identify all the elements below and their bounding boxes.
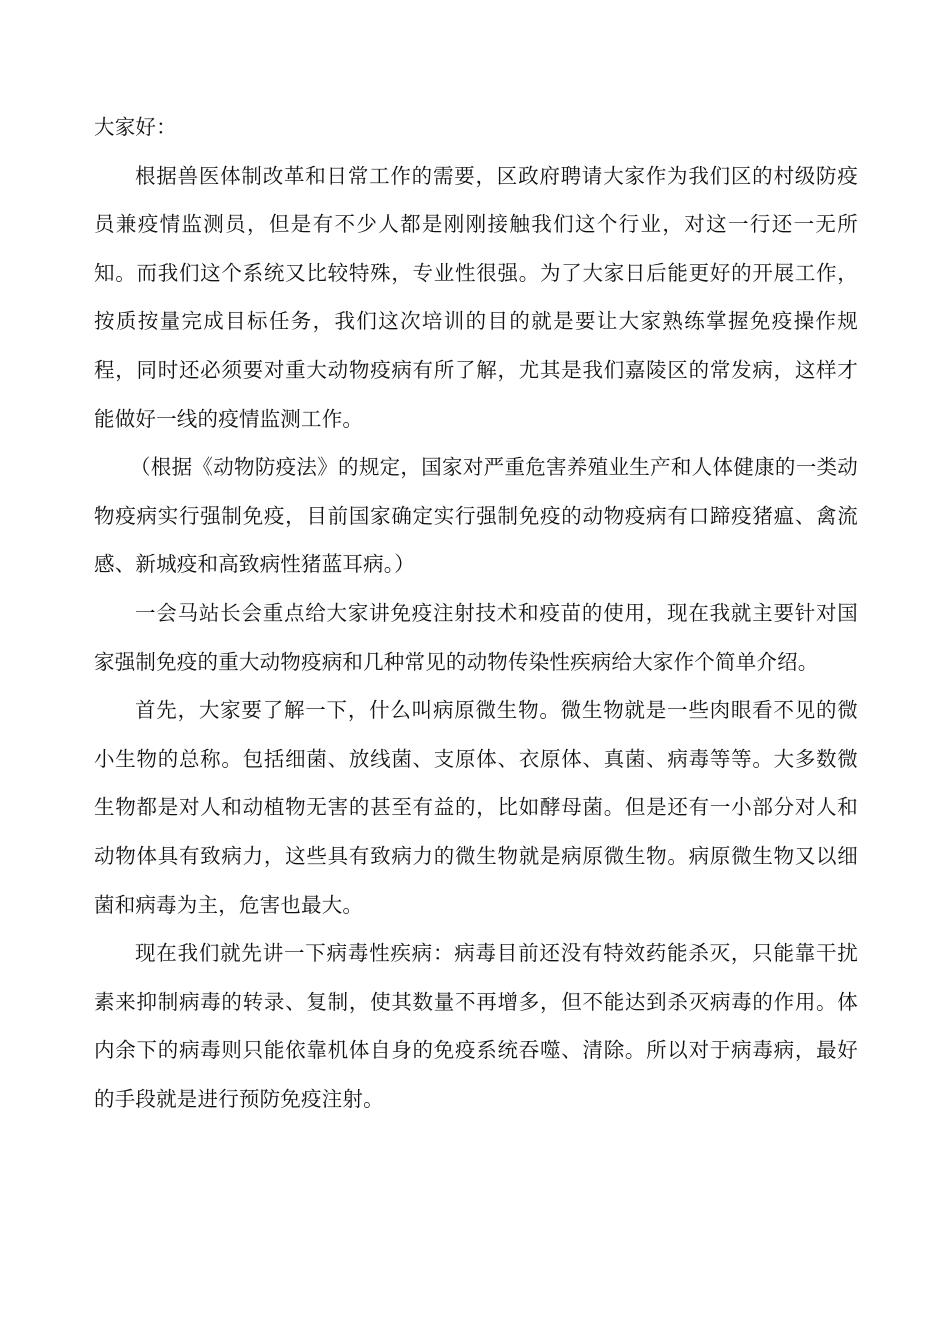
paragraph-viral-diseases: 现在我们就先讲一下病毒性疾病：病毒目前还没有特效药能杀灭，只能靠干扰素来抑制病毒的转录、复制，使其数量不再增多，但不能达到杀灭病毒的作用。体内余下的病毒则只能依靠机体自身的免疫系统吞噬、清除。所以对于病毒病，最好的手段就是进行预防免疫注射。: [94, 941, 858, 1111]
paragraph-pathogenic-microorganisms: 首先，大家要了解一下，什么叫病原微生物。微生物就是一些肉眼看不见的微小生物的总称。包括细菌、放线菌、支原体、衣原体、真菌、病毒等等。大多数微生物都是对人和动植物无害的甚至有益的，比如酵母菌。但是还有一小部分对人和动物体具有致病力，这些具有致病力的微生物就是病原微生物。病原微生物又以细菌和病毒为主，危害也最大。: [94, 698, 858, 917]
paragraph-epidemic-law-note: （根据《动物防疫法》的规定，国家对严重危害养殖业生产和人体健康的一类动物疫病实行强制免疫，目前国家确定实行强制免疫的动物疫病有口蹄疫猪瘟、禽流感、新城疫和高致病性猪蓝耳病。）: [94, 455, 858, 577]
paragraph-training-purpose: 根据兽医体制改革和日常工作的需要，区政府聘请大家作为我们区的村级防疫员兼疫情监测员，但是有不少人都是刚刚接触我们这个行业，对这一行还一无所知。而我们这个系统又比较特殊，专业性很强。为了大家日后能更好的开展工作，按质按量完成目标任务，我们这次培训的目的就是要让大家熟练掌握免疫操作规程，同时还必须要对重大动物疫病有所了解，尤其是我们嘉陵区的常发病，这样才能做好一线的疫情监测工作。: [94, 163, 858, 431]
paragraph-introduction: 一会马站长会重点给大家讲免疫注射技术和疫苗的使用，现在我就主要针对国家强制免疫的重大动物疫病和几种常见的动物传染性疾病给大家作个简单介绍。: [94, 600, 858, 674]
document-body: [94, 103, 858, 1123]
greeting: 大家好：: [94, 115, 177, 139]
